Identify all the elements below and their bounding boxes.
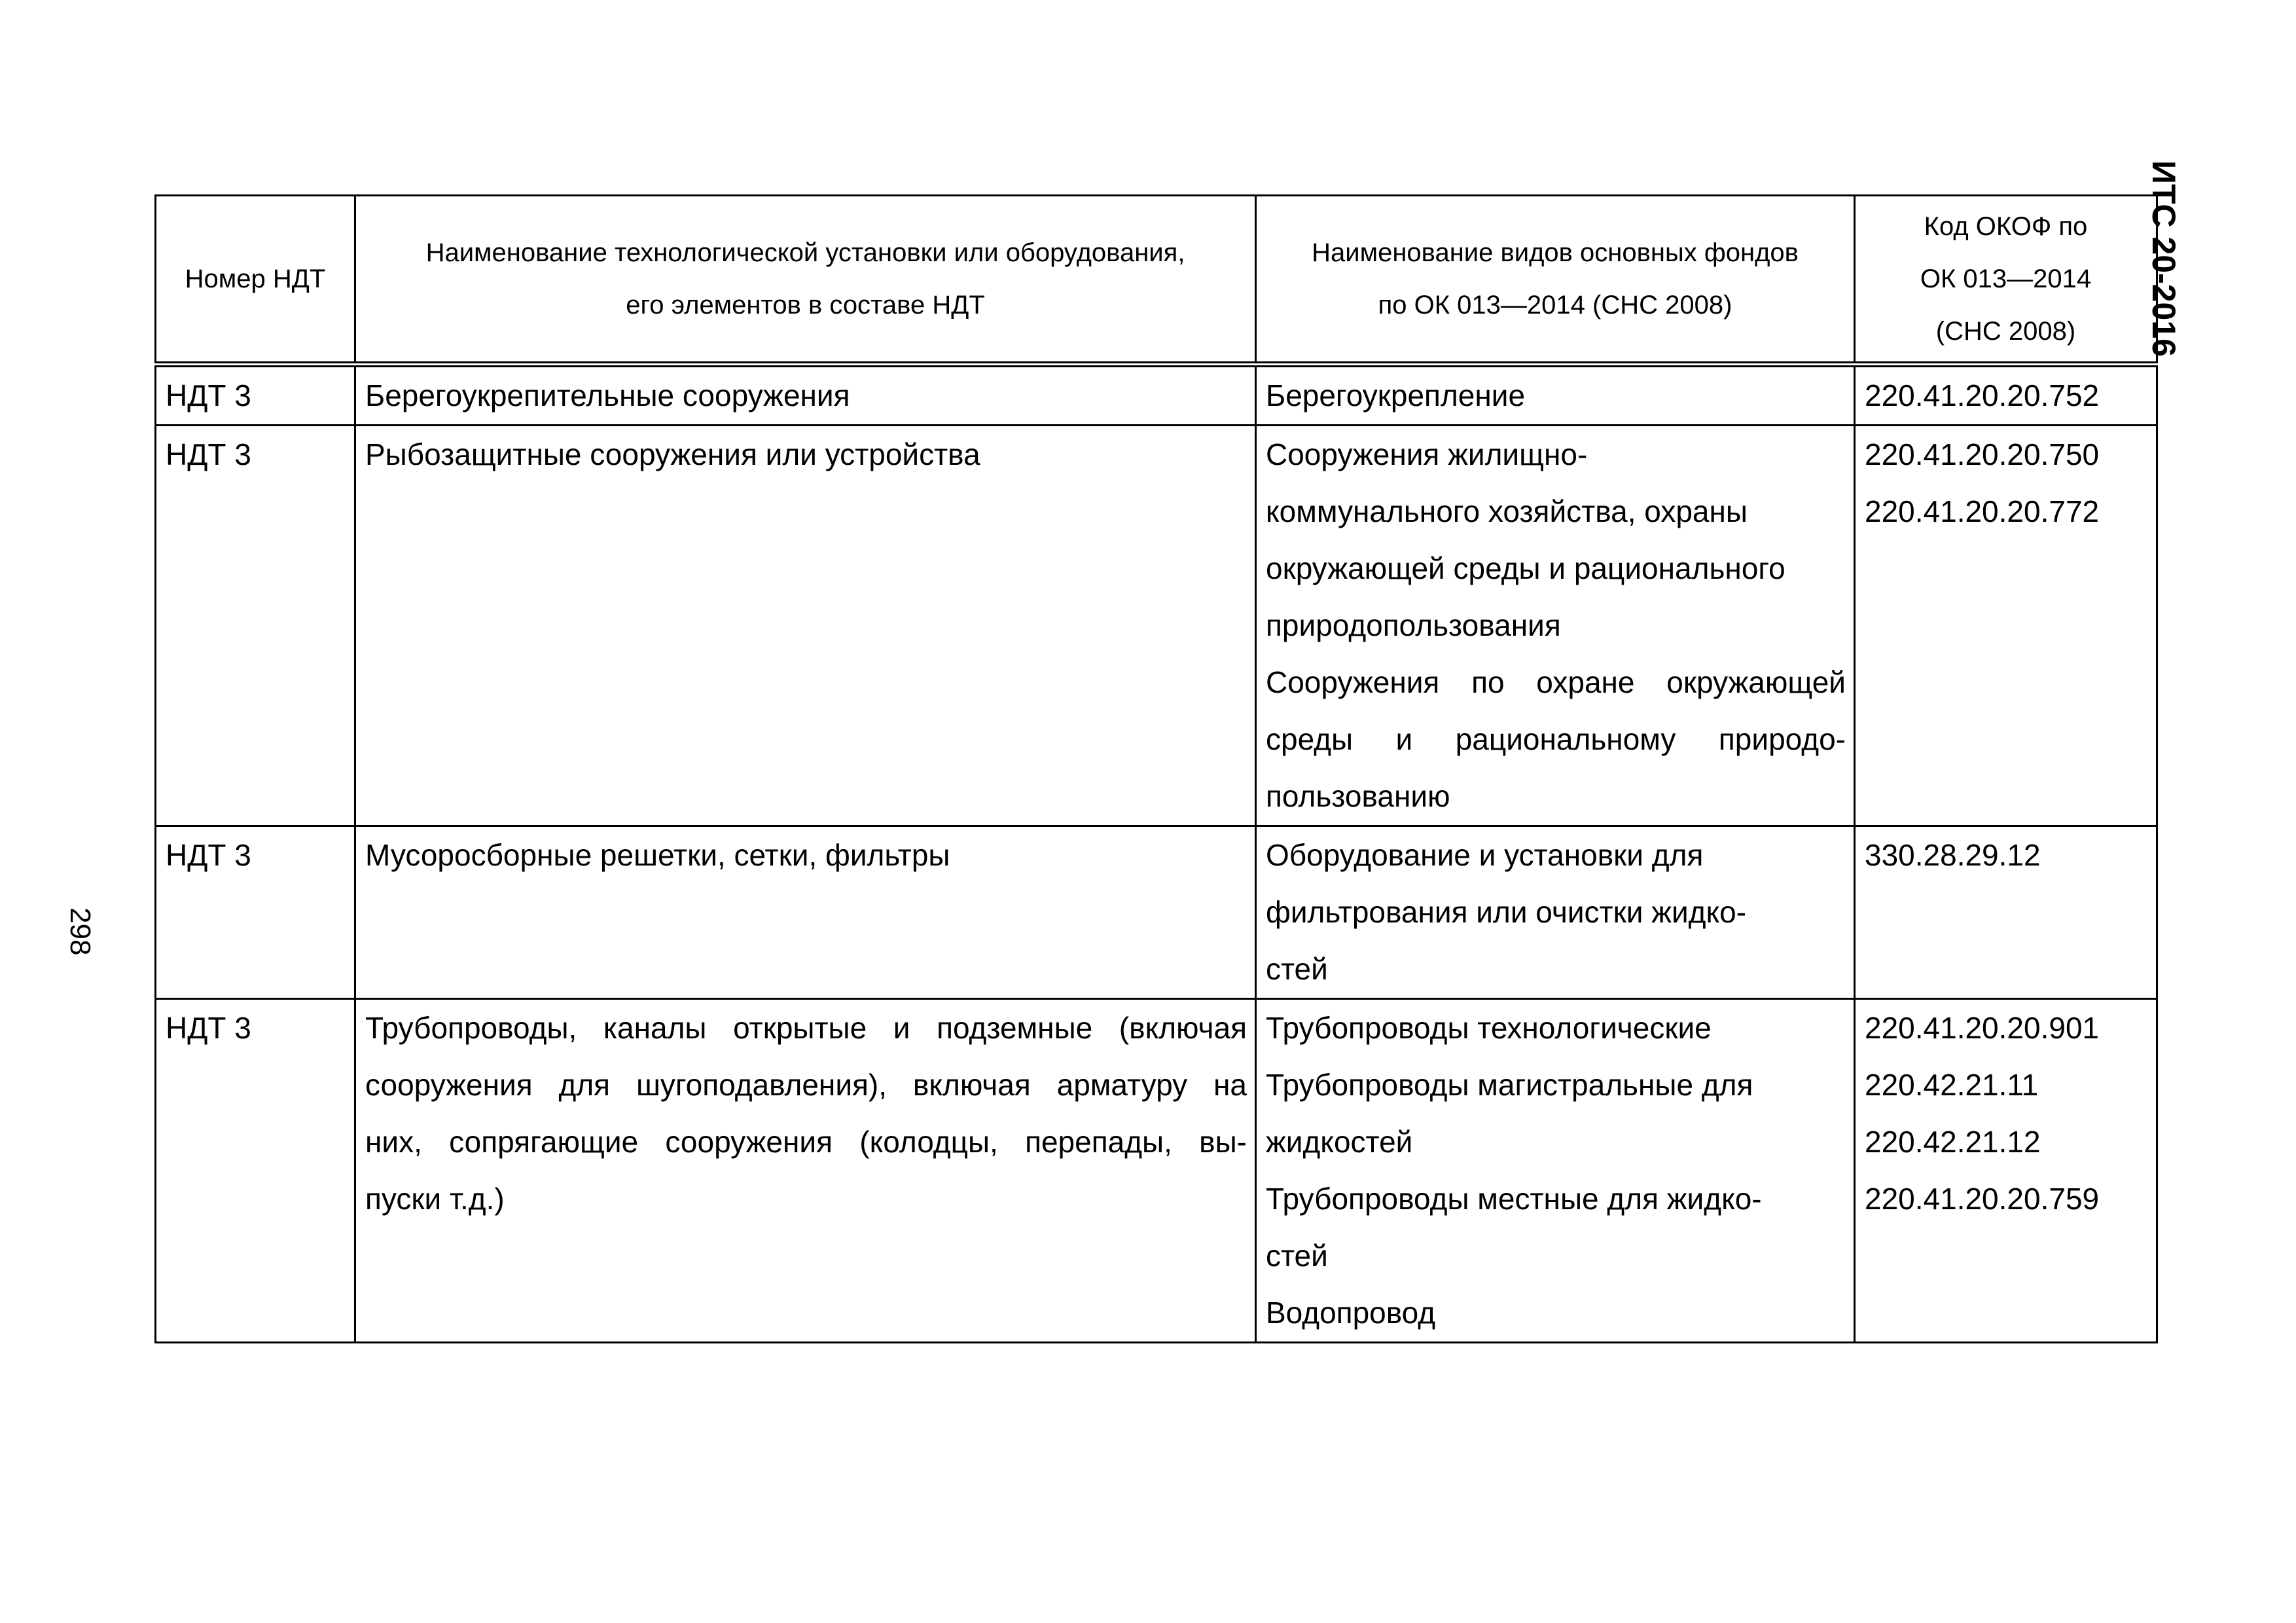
cell-line: Водопровод <box>1266 1296 1436 1330</box>
header-line: Наименование видов основных фондов <box>1312 238 1799 267</box>
cell-ndt <box>156 999 355 1343</box>
cell-ndt <box>156 426 355 826</box>
cell-line: НДТ 3 <box>166 437 251 471</box>
cell-line: 220.41.20.20.750 <box>1865 437 2100 471</box>
cell-line: 220.42.21.11 <box>1865 1068 2039 1102</box>
cell-equipment <box>355 365 1256 426</box>
cell-line: НДТ 3 <box>166 378 251 412</box>
cell-line: Трубопроводы магистральные для <box>1266 1068 1753 1102</box>
column-header-asset-types <box>1256 196 1855 365</box>
cell-codes <box>1855 365 2157 426</box>
cell-line: 330.28.29.12 <box>1865 838 2041 872</box>
document-code: ИТС 20-2016 <box>2145 160 2182 357</box>
cell-assets <box>1256 426 1855 826</box>
cell-line: сооружения для шугоподавления), включая арматуру на <box>365 1068 1247 1102</box>
cell-assets <box>1256 365 1855 426</box>
header-line: Код ОКОФ по <box>1924 212 2088 241</box>
cell-line: 220.41.20.20.772 <box>1865 494 2100 528</box>
cell-line: Берегоукрепление <box>1266 378 1526 412</box>
cell-line: пользованию <box>1266 779 1450 813</box>
cell-line: среды и рациональному природо- <box>1266 722 1846 756</box>
table-row <box>156 426 2157 826</box>
cell-line: 220.41.20.20.901 <box>1865 1011 2100 1045</box>
cell-equipment <box>355 999 1256 1343</box>
cell-line: коммунального хозяйства, охраны <box>1266 494 1748 528</box>
cell-line: Сооружения по охране окружающей <box>1266 665 1846 699</box>
column-header-okof-code <box>1855 196 2157 365</box>
column-header-equipment <box>355 196 1256 365</box>
cell-line: Трубопроводы технологические <box>1266 1011 1712 1045</box>
cell-line: стей <box>1266 1239 1328 1273</box>
header-line: (СНС 2008) <box>1935 317 2076 346</box>
header-line: Наименование технологической установки или оборудования, <box>425 238 1185 267</box>
header-line: его элементов в составе НДТ <box>626 291 985 319</box>
cell-equipment <box>355 826 1256 999</box>
cell-line: Рыбозащитные сооружения или устройства <box>365 437 980 471</box>
cell-line: Мусоросборные решетки, сетки, фильтры <box>365 838 950 872</box>
header-line: Номер НДТ <box>185 264 326 293</box>
cell-line: 220.42.21.12 <box>1865 1125 2041 1159</box>
cell-line: Трубопроводы местные для жидко- <box>1266 1182 1762 1216</box>
header-line: ОК 013—2014 <box>1920 264 2092 293</box>
cell-codes <box>1855 826 2157 999</box>
column-header-ndt-number <box>156 196 355 365</box>
cell-line: НДТ 3 <box>166 838 251 872</box>
cell-ndt <box>156 826 355 999</box>
cell-line: фильтрования или очистки жидко- <box>1266 895 1747 929</box>
cell-line: 220.41.20.20.752 <box>1865 378 2100 412</box>
cell-codes <box>1855 999 2157 1343</box>
cell-assets <box>1256 826 1855 999</box>
cell-equipment <box>355 426 1256 826</box>
okof-table <box>154 194 2158 1343</box>
cell-codes <box>1855 426 2157 826</box>
cell-assets <box>1256 999 1855 1343</box>
page-number: 298 <box>64 907 96 956</box>
table-row <box>156 826 2157 999</box>
cell-line: Оборудование и установки для <box>1266 838 1704 872</box>
table-row <box>156 365 2157 426</box>
cell-line: них, сопрягающие сооружения (колодцы, перепады, вы- <box>365 1125 1247 1159</box>
cell-line: Трубопроводы, каналы открытые и подземные (включая <box>365 1011 1247 1045</box>
cell-line: природопользования <box>1266 608 1561 642</box>
cell-line: стей <box>1266 952 1328 986</box>
cell-ndt <box>156 365 355 426</box>
table-row <box>156 999 2157 1343</box>
header-line: по ОК 013—2014 (СНС 2008) <box>1378 291 1732 319</box>
cell-line: НДТ 3 <box>166 1011 251 1045</box>
table-header-row <box>156 196 2157 365</box>
cell-line: пуски т.д.) <box>365 1182 505 1216</box>
cell-line: 220.41.20.20.759 <box>1865 1182 2100 1216</box>
cell-line: жидкостей <box>1266 1125 1413 1159</box>
cell-line: окружающей среды и рационального <box>1266 551 1785 585</box>
cell-line: Берегоукрепительные сооружения <box>365 378 850 412</box>
cell-line: Сооружения жилищно- <box>1266 437 1588 471</box>
